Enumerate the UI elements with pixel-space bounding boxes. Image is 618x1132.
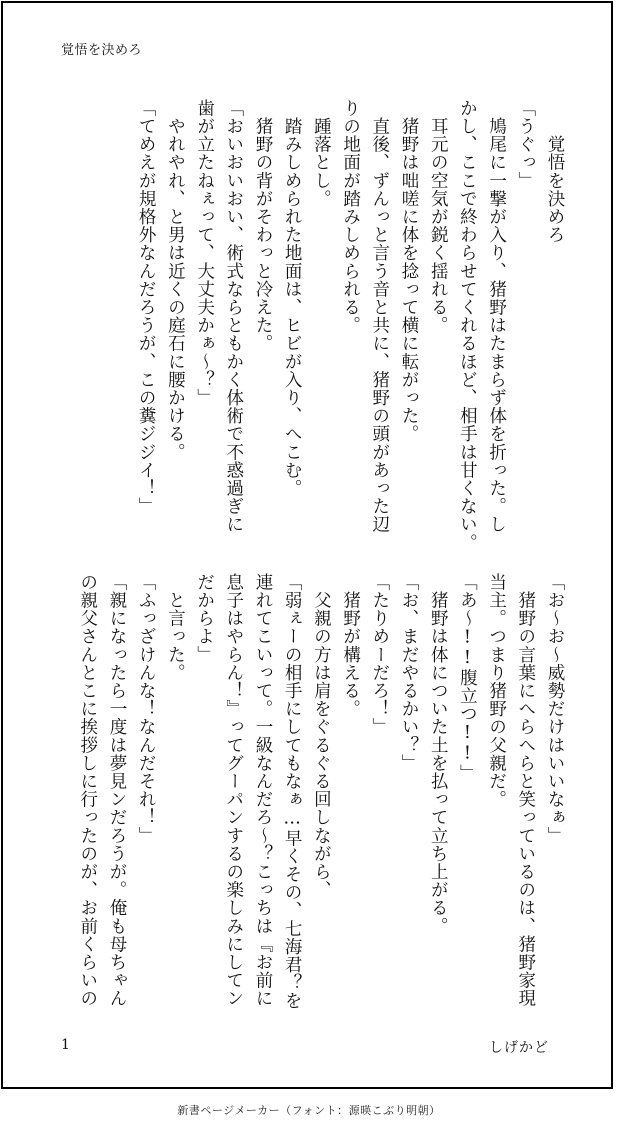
text-line: 覚悟を決めろ [545, 99, 565, 244]
text-line: 息子はやらん！』ってグーパンするの楽しみにしてン [223, 573, 244, 1008]
text-line: だからよ」 [194, 573, 215, 664]
text-line: 父親の方は肩をぐるぐる回しながら、 [311, 573, 332, 899]
text-line: 「弱ぇーの相手にしてもなぁ…早くその、七海君？を [282, 573, 303, 1010]
generator-caption: 新書ページメーカー（フォント：源暎こぶり明朝） [177, 1104, 441, 1117]
page-number: 1 [61, 1037, 70, 1053]
text-line: 「おいおいおい、術式ならともかく体術で不惑過ぎに [223, 99, 244, 534]
text-line: 「お～お～威勢だけはいいなぁ」 [545, 573, 565, 845]
text-line: りの地面が踏みしめられる。 [340, 99, 361, 335]
text-line: かし、ここで終わらせてくれるほど、相手は甘くない。 [457, 99, 478, 552]
text-line: 踵落とし。 [311, 99, 332, 208]
text-line: 猪野は咄嗟に体を捻って横に転がった。 [398, 99, 419, 443]
lower-text-block [73, 573, 569, 1010]
text-line: 当主。つまり猪野の父親だ。 [486, 573, 507, 809]
text-line: 「親になったら一度は夢見ンだろうが。俺も母ちゃん [106, 573, 127, 1008]
author-name: しげかど [489, 1040, 549, 1056]
text-line: 猪野が構える。 [340, 573, 361, 718]
text-line: 「うぐっ」 [515, 99, 536, 190]
text-line: と言った。 [165, 573, 186, 682]
text-line: 踏みしめられた地面は、ヒビが入り、へこむ。 [282, 99, 303, 498]
book-page [1, 1, 613, 1089]
text-line: 猪野は体についた土を払って立ち上がる。 [428, 573, 449, 935]
text-line: 「てめえが規格外なんだろうが、この糞ジジイ！」 [136, 99, 157, 516]
text-line: の親父さんとこに挨拶しに行ったのが、お前くらいの [77, 573, 98, 1008]
text-line: 直後、ずんっと言う音と共に、猪野の頭があった辺 [369, 99, 390, 534]
text-line: 歯が立たねぇって、大丈夫かぁ～？」 [194, 99, 215, 407]
text-line: 「たりめーだろ！」 [369, 573, 390, 736]
upper-text-block [131, 99, 569, 552]
text-line: 「ふっざけんな！なんだそれ！」 [136, 573, 157, 845]
text-line: 猪野の背がそわっと冷えた。 [252, 99, 273, 353]
text-line: やれやれ、と男は近くの庭石に腰かける。 [165, 99, 186, 461]
text-line: 連れてこいって。一級なんだろ～？こっちは『お前に [252, 573, 273, 1008]
text-line: 「お、まだやるかい？」 [398, 573, 419, 773]
text-line: 猪野の言葉にへらへらと笑っているのは、猪野家現 [515, 573, 536, 1008]
text-line: 「あ～!!腹立つ!!」 [457, 573, 478, 783]
running-head: 覚悟を決めろ [61, 43, 143, 58]
text-line: 鳩尾に一撃が入り、猪野はたまらず体を折った。し [486, 99, 507, 534]
text-line: 耳元の空気が鋭く揺れる。 [428, 99, 449, 335]
